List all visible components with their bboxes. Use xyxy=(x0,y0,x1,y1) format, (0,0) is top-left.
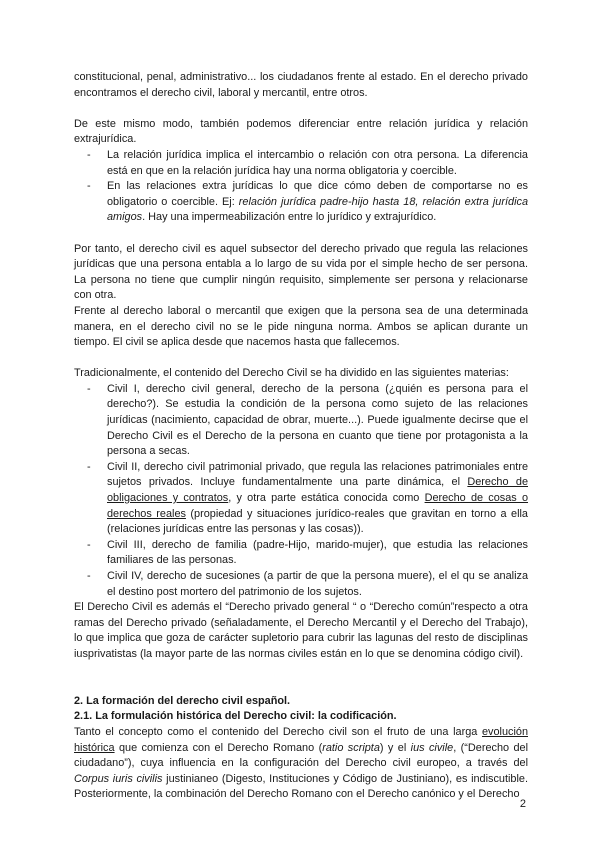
paragraph: Tanto el concepto como el contenido del Derecho civil son el fruto de una larga evolución histórica que comienza con el Derecho Romano (ratio scripta) y el ius civile, (“Derecho del ciudadano”), cuya influencia en la configuración del Derecho civil europeo, a través del Corpus iuris civilis justinianeo (Digesto, Instituciones y Código de Justiniano), es indiscutible. Posteriormente, la combinación del Derecho Romano con el Derecho canónico y el Derecho xyxy=(74,725,528,801)
page-number: 2 xyxy=(519,798,526,810)
paragraph: Por tanto, el derecho civil es aquel subsector del derecho privado que regula las relaciones jurídicas que una persona entabla a lo largo de su vida por el simple hecho de ser persona. La persona no tiene que cumplir ningún requisito, simplemente ser persona y relacionarse con otra. xyxy=(74,242,528,302)
list-item: - Civil I, derecho civil general, derecho de la persona (¿quién es persona para el derecho?). Se estudia la condición de la persona como sujeto de las relaciones jurídicas (nacimiento, capacidad de obrar, muerte...). Puede igualmente decirse que el Derecho Civil es el Derecho de la persona en cuanto que tiene por protagonista a la persona a secas. xyxy=(87,382,528,460)
bullet-list xyxy=(74,148,528,226)
document-page xyxy=(74,70,528,803)
list-item: - Civil IV, derecho de sucesiones (a partir de que la persona muere), el el qu se analiza el destino post mortero del patrimonio de los sujetos. xyxy=(87,569,528,600)
paragraph: constitucional, penal, administrativo... los ciudadanos frente al estado. En el derecho privado encontramos el derecho civil, laboral y mercantil, entre otros. xyxy=(74,71,528,99)
list-item: - La relación jurídica implica el intercambio o relación con otra persona. La diferencia está en que en la relación jurídica hay una norma obligatoria y coercible. xyxy=(87,148,528,179)
bullet-list xyxy=(74,382,528,600)
example-italic: relación jurídica padre-hijo hasta 18, relación extra jurídica amigos xyxy=(107,195,528,224)
underlined-term: evolución histórica xyxy=(74,725,528,754)
paragraph: Frente al derecho laboral o mercantil que exigen que la persona sea de una determinada manera, en el derecho civil no se le pide ninguna norma. Ambos se aplican durante un tiempo. El civil se aplica desde que nacemos hasta que fallecemos. xyxy=(74,304,528,349)
underlined-term: Derecho de obligaciones y contratos xyxy=(107,476,528,505)
list-item: - Civil III, derecho de familia (padre-Hijo, marido-mujer), que estudia las relaciones familiares de las personas. xyxy=(87,538,528,569)
list-item: - En las relaciones extra jurídicas lo que dice cómo deben de comportarse no es obligatorio o coercible. Ej: relación jurídica padre-hijo hasta 18, relación extra jurídica amigos. Hay una impermeabilización entre lo jurídico y extrajurídico. xyxy=(87,179,528,226)
underlined-term: Derecho de cosas o derechos reales xyxy=(107,492,529,520)
paragraph: El Derecho Civil es además el “Derecho privado general “ o “Derecho común”respecto a otra ramas del Derecho privado (señaladamente, el Derecho Mercantil y el Derecho del Trabajo), lo que implica que goza de carácter supletorio para cubrir las lagunas del resto de disciplinas iusprivatistas (la mayor parte de las normas civiles están en lo que se denomina código civil). xyxy=(74,601,528,660)
paragraph: De este mismo modo, también podemos diferenciar entre relación jurídica y relación extrajurídica. xyxy=(74,117,528,146)
subsection-heading: 2.1. La formulación histórica del Derecho civil: la codificación. xyxy=(74,710,397,723)
paragraph: Tradicionalmente, el contenido del Derecho Civil se ha dividido en las siguientes materias: xyxy=(74,367,509,380)
list-item: - Civil II, derecho civil patrimonial privado, que regula las relaciones patrimoniales entre sujetos privados. Incluye fundamentalmente una parte dinámica, el Derecho de obligaciones y contratos, y otra parte estática conocida como Derecho de cosas o derechos reales (propiedad y situaciones jurídico-reales que gravitan en torno a ella (relaciones jurídicas entre las personas y las cosas)). xyxy=(87,460,528,538)
section-heading: 2. La formación del derecho civil español. xyxy=(74,694,291,707)
